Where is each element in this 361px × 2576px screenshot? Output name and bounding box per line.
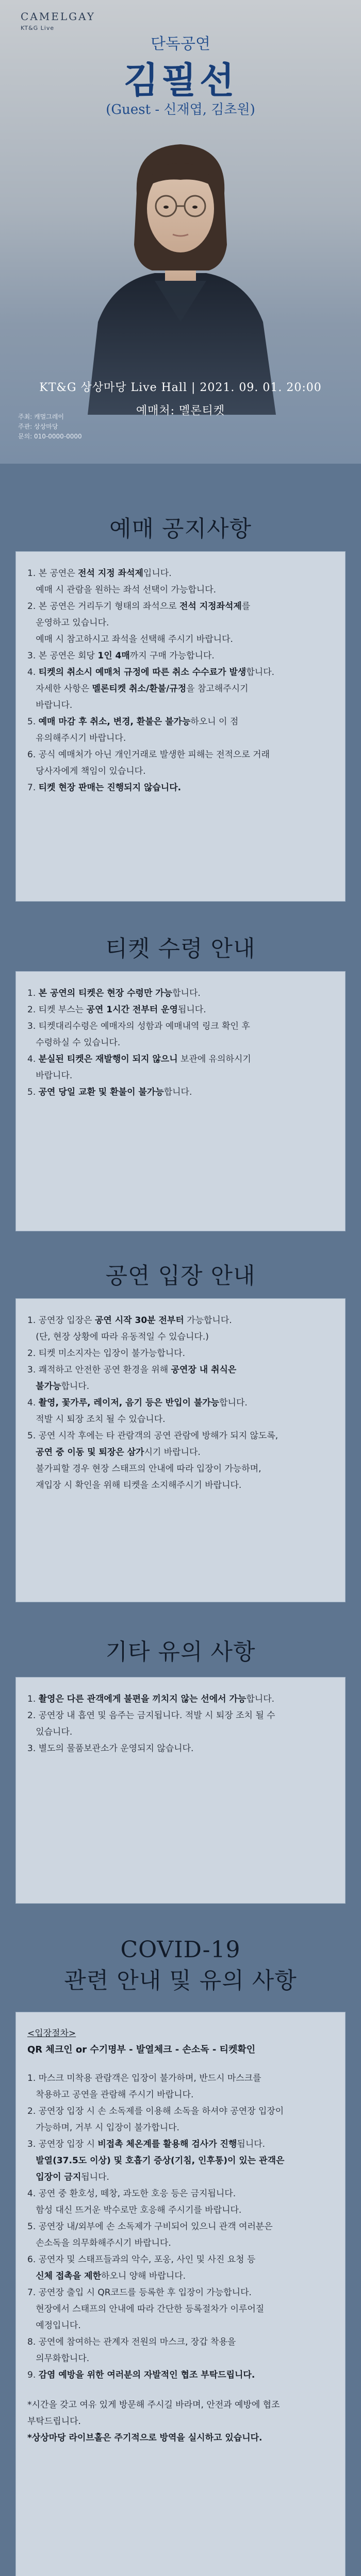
- list-item: [27, 779, 334, 796]
- item-emphasis: 공연 당일 교환 및 환불이 불가능: [38, 1087, 164, 1097]
- list-item: [27, 664, 334, 681]
- list-item: [27, 2251, 334, 2268]
- item-text: 3. 티켓대리수령은 예매자의 성함과 예매내역 링크 확인 후: [27, 1021, 250, 1031]
- list-item: [27, 1035, 334, 1051]
- item-text: 7.: [27, 783, 39, 793]
- list-item: [27, 1724, 334, 1740]
- item-text-tail: 합니다.: [219, 1398, 248, 1408]
- item-text: 바랍니다.: [27, 1071, 73, 1081]
- list-item: [27, 1461, 334, 1477]
- item-text: 바랍니다.: [27, 700, 73, 710]
- list-item: [27, 2317, 334, 2334]
- item-text: 착용하고 공연을 관람해 주시기 바랍니다.: [27, 2090, 194, 2100]
- list-item: [27, 2120, 334, 2136]
- item-text-tail: 를: [241, 601, 251, 612]
- item-text-tail: 합니다.: [246, 667, 275, 677]
- list-item: [27, 2070, 334, 2087]
- covid-note-disinfection: *상상마당 라이브홀은 주기적으로 방역을 실시하고 있습니다.: [27, 2433, 262, 2443]
- item-text: 6. 공식 예매처가 아닌 개인거래로 발생한 피해는 전적으로 거래: [27, 750, 270, 760]
- item-text: 3. 공연장 입장 시: [27, 2139, 98, 2149]
- other-box: [15, 1677, 346, 1904]
- entry-title: 공연 입장 안내: [105, 1263, 256, 1289]
- item-text: 재입장 시 확인을 위해 티켓을 소지해주시기 바랍니다.: [27, 1480, 242, 1490]
- item-text: 함성 대신 뜨거운 박수로만 호응해 주시기를 바랍니다.: [27, 2205, 242, 2215]
- list-item: [27, 631, 334, 648]
- organizer-line: 문의: 010-0000-0000: [18, 433, 82, 440]
- item-emphasis: 전석 지정 좌석제: [78, 568, 143, 579]
- list-item: [27, 1067, 334, 1084]
- item-text: [27, 1447, 36, 1458]
- item-emphasis: 감염 예방을 위한 여러분의 자발적인 협조 부탁드립니다.: [38, 2370, 255, 2380]
- item-text: 예정입니다.: [27, 2320, 81, 2331]
- covid-title: [0, 1935, 361, 1996]
- list-item: [27, 1691, 334, 1707]
- item-emphasis: 멜론티켓 취소/환불/규정: [92, 684, 187, 694]
- hero-poster: [0, 0, 361, 464]
- item-emphasis: 전석 지정좌석제: [179, 601, 242, 612]
- item-text: 3. 본 공연은 회당: [27, 651, 98, 661]
- list-item: [27, 1084, 334, 1100]
- item-text: 2. 티켓 미소지자는 입장이 불가능합니다.: [27, 1348, 185, 1359]
- list-item: [27, 2284, 334, 2301]
- organizer-info: [18, 412, 82, 442]
- covid-note: *시간을 갖고 여유 있게 방문해 주시길 바라며, 안전과 예방에 협조: [27, 2400, 280, 2410]
- item-text-tail: 하오니 양해 바랍니다.: [101, 2271, 186, 2281]
- item-text-tail: 됩니다.: [81, 2172, 109, 2182]
- list-item: [27, 2218, 334, 2235]
- item-text: [27, 2271, 36, 2281]
- list-item: [27, 598, 334, 615]
- item-text: 4. 공연 중 환호성, 떼창, 과도한 호응 등은 금지됩니다.: [27, 2189, 236, 2199]
- item-emphasis: 공연 1시간 전부터 운영: [86, 1005, 178, 1015]
- item-text: 당사자에게 책임이 있습니다.: [27, 766, 146, 776]
- item-text: 1. 마스크 미착용 관람객은 입장이 불가하며, 반드시 마스크를: [27, 2073, 261, 2083]
- item-text-tail: 입니다.: [143, 568, 172, 579]
- item-text: 6. 공연자 및 스태프들과의 악수, 포옹, 사인 및 사진 요청 등: [27, 2255, 256, 2265]
- list-item: [27, 1345, 334, 1362]
- list-item: [27, 2301, 334, 2317]
- presale-line: 예매처: 멜론티켓: [136, 404, 225, 417]
- item-text-tail: 까지 구매 가능합니다.: [129, 651, 215, 661]
- covid-list: [27, 2070, 334, 2383]
- brand-sub: KT&G Live: [21, 25, 55, 31]
- item-emphasis: 티켓 현장 판매는 진행되지 않습니다.: [38, 783, 182, 793]
- notice-title: 예매 공지사항: [109, 516, 252, 542]
- list-item: [27, 1002, 334, 1018]
- item-emphasis: 공연 중 이동 및 퇴장은 삼가: [36, 1447, 144, 1458]
- list-item: [27, 1477, 334, 1494]
- item-text: 2. 공연장 입장 시 손 소독제를 이용해 소독을 하셔야 공연장 입장이: [27, 2106, 284, 2116]
- list-item: [27, 697, 334, 714]
- item-text: 자세한 사항은: [27, 684, 92, 694]
- ticket-list: [27, 985, 334, 1100]
- item-emphasis: 촬영, 꽃가루, 레이저, 음기 등은 반입이 불가능: [38, 1398, 220, 1408]
- item-emphasis: 티켓의 취소시 예매처 규정에 따른 취소 수수료가 발생: [38, 667, 247, 677]
- item-emphasis: 신체 접촉을 제한: [36, 2271, 102, 2281]
- list-item: [27, 1051, 334, 1067]
- item-text: 3. 별도의 물품보관소가 운영되지 않습니다.: [27, 1743, 194, 1754]
- item-text: 유의해주시기 바랍니다.: [27, 733, 126, 743]
- list-item: [27, 2235, 334, 2251]
- item-emphasis: 본 공연의 티켓은 현장 수령만 가능: [38, 988, 173, 998]
- item-text: 예매 시 관람을 원하는 좌석 선택이 가능합니다.: [27, 585, 217, 595]
- list-item: [27, 730, 334, 747]
- item-text: 운영하고 있습니다.: [27, 618, 109, 628]
- item-text-tail: 합니다.: [163, 1087, 192, 1097]
- item-text-tail: 시기 바랍니다.: [144, 1447, 201, 1458]
- item-text: 1. 공연장 입장은: [27, 1315, 95, 1326]
- item-text: 3. 쾌적하고 안전한 공연 환경을 위해: [27, 1365, 171, 1375]
- item-text: 2. 공연장 내 흡연 및 음주는 금지됩니다. 적발 시 퇴장 조치 될 수: [27, 1710, 275, 1721]
- item-emphasis: 분실된 티켓은 재발행이 되지 않으니: [38, 1054, 178, 1064]
- list-item: [27, 2202, 334, 2218]
- item-text: 1.: [27, 988, 39, 998]
- entry-procedure-flow: QR 체크인 or 수기명부 - 발열체크 - 손소독 - 티켓확인: [27, 2044, 256, 2055]
- covid-box: [15, 2012, 346, 2576]
- ticket-box: [15, 971, 346, 1231]
- entry-list: [27, 1312, 334, 1494]
- venue-date-line: KT&G 상상마당 Live Hall | 2021. 09. 01. 20:00: [39, 381, 322, 394]
- covid-title-line2: 관련 안내 및 유의 사항: [64, 1968, 297, 1994]
- item-text: 5. 공연 시작 후에는 타 관람객의 공연 관람에 방해가 되지 않도록,: [27, 1431, 278, 1441]
- item-text-tail: 을 참고해주시기: [186, 684, 249, 694]
- item-text-tail: 가능합니다.: [184, 1315, 232, 1326]
- list-item: [27, 2185, 334, 2202]
- item-text: 8. 공연에 참여하는 관계자 전원의 마스크, 장갑 착용을: [27, 2337, 236, 2347]
- item-text: 1. 본 공연은: [27, 568, 78, 579]
- list-item: [27, 1362, 334, 1378]
- item-text: 2. 티켓 부스는: [27, 1005, 87, 1015]
- item-text: 4.: [27, 667, 39, 677]
- list-item: [27, 1018, 334, 1035]
- covid-title-line1: COVID-19: [120, 1937, 241, 1963]
- list-item: [27, 1378, 334, 1395]
- list-item: [27, 2087, 334, 2103]
- item-emphasis: 비접촉 체온계를 활용해 검사가 진행: [97, 2139, 237, 2149]
- list-item: [27, 565, 334, 582]
- portrait-illustration: [77, 126, 284, 415]
- other-title: 기타 유의 사항: [105, 1639, 256, 1665]
- list-item: [27, 1740, 334, 1757]
- item-text: 수령하실 수 있습니다.: [27, 1038, 121, 1048]
- list-item: [27, 714, 334, 730]
- item-emphasis: 공연장 내 취식은: [171, 1365, 237, 1375]
- organizer-line: 주관: 상상마당: [18, 423, 58, 430]
- list-item: [27, 747, 334, 763]
- item-text-tail: 됩니다.: [237, 2139, 266, 2149]
- item-text-tail: 합니다.: [246, 1694, 275, 1704]
- notice-box: [15, 551, 346, 902]
- list-item: [27, 1312, 334, 1329]
- list-item: [27, 2367, 334, 2383]
- item-text-tail: 합니다.: [61, 1381, 90, 1392]
- list-item: [27, 648, 334, 664]
- item-text: 2. 본 공연은 거리두기 형태의 좌석으로: [27, 601, 179, 612]
- list-item: [27, 2268, 334, 2284]
- item-text-tail: 됩니다.: [177, 1005, 206, 1015]
- item-text: [27, 1381, 36, 1392]
- item-emphasis: 촬영은 다른 관객에게 불편을 끼치지 않는 선에서 가능: [38, 1694, 247, 1704]
- item-text: 현장에서 스태프의 안내에 따라 간단한 등록절차가 이루어질: [27, 2304, 265, 2314]
- list-item: [27, 615, 334, 631]
- concert-subtitle: 단독공연: [151, 35, 210, 53]
- organizer-line: 주최: 캐멀그레이: [18, 413, 64, 420]
- covid-note-cont: 부탁드립니다.: [27, 2416, 81, 2427]
- list-item: [27, 582, 334, 598]
- list-item: [27, 1444, 334, 1461]
- list-item: [27, 1395, 334, 1411]
- artist-name: 김필선: [123, 59, 238, 101]
- notice-list: [27, 565, 334, 796]
- item-text: 4.: [27, 1398, 39, 1408]
- item-emphasis: 발열(37.5도 이상) 및 호흡기 증상(기침, 인후통)이 있는 관객은: [36, 2156, 285, 2166]
- item-emphasis: 1인 4매: [97, 651, 130, 661]
- list-item: [27, 1329, 334, 1345]
- item-text: 5.: [27, 1087, 39, 1097]
- list-item: [27, 1428, 334, 1444]
- brand-logo: CAMELGAY: [21, 10, 95, 23]
- list-item: [27, 2103, 334, 2120]
- entry-box: [15, 1298, 346, 1602]
- item-text: 적발 시 퇴장 조치 될 수 있습니다.: [27, 1414, 166, 1425]
- item-text-tail: 보관에 유의하시기: [177, 1054, 251, 1064]
- item-text: [27, 2156, 36, 2166]
- item-text: 5. 공연장 내/외부에 손 소독제가 구비되어 있으니 관객 여러분은: [27, 2222, 273, 2232]
- guest-line: (Guest - 신재엽, 김초원): [106, 102, 255, 117]
- item-text: 예매 시 참고하시고 좌석을 선택해 주시기 바랍니다.: [27, 634, 233, 645]
- item-text: 불가피할 경우 현장 스태프의 안내에 따라 입장이 가능하며,: [27, 1464, 261, 1474]
- item-text-tail: 합니다.: [172, 988, 201, 998]
- list-item: [27, 2350, 334, 2367]
- entry-procedure-heading: <입장절차>: [27, 2028, 76, 2039]
- list-item: [27, 2169, 334, 2185]
- item-text: 의무화합니다.: [27, 2353, 90, 2364]
- item-emphasis: 예매 마감 후 취소, 변경, 환불은 불가능: [38, 717, 191, 727]
- list-item: [27, 1707, 334, 1724]
- list-item: [27, 2136, 334, 2153]
- item-text: 4.: [27, 1054, 39, 1064]
- item-text: 손소독을 의무화해주시기 바랍니다.: [27, 2238, 171, 2248]
- list-item: [27, 2153, 334, 2169]
- list-item: [27, 2334, 334, 2350]
- artist-portrait: [77, 126, 284, 415]
- list-item: [27, 681, 334, 697]
- item-emphasis: 공연 시작 30분 전부터: [94, 1315, 184, 1326]
- list-item: [27, 1411, 334, 1428]
- item-text-tail: 하오니 이 점: [190, 717, 239, 727]
- item-text: (단, 현장 상황에 따라 유동적일 수 있습니다.): [27, 1332, 209, 1342]
- item-emphasis: 입장이 금지: [36, 2172, 81, 2182]
- item-text: 5.: [27, 717, 39, 727]
- item-text: 있습니다.: [27, 1727, 73, 1737]
- item-text: 9.: [27, 2370, 39, 2380]
- ticket-title: 티켓 수령 안내: [105, 936, 256, 962]
- other-list: [27, 1691, 334, 1757]
- item-emphasis: 불가능: [36, 1381, 61, 1392]
- item-text: 가능하며, 거부 시 입장이 불가합니다.: [27, 2123, 179, 2133]
- list-item: [27, 985, 334, 1002]
- item-text: [27, 2172, 36, 2182]
- item-text: 1.: [27, 1694, 39, 1704]
- item-text: 7. 공연장 출입 시 QR코드를 등록한 후 입장이 가능합니다.: [27, 2287, 252, 2298]
- list-item: [27, 763, 334, 779]
